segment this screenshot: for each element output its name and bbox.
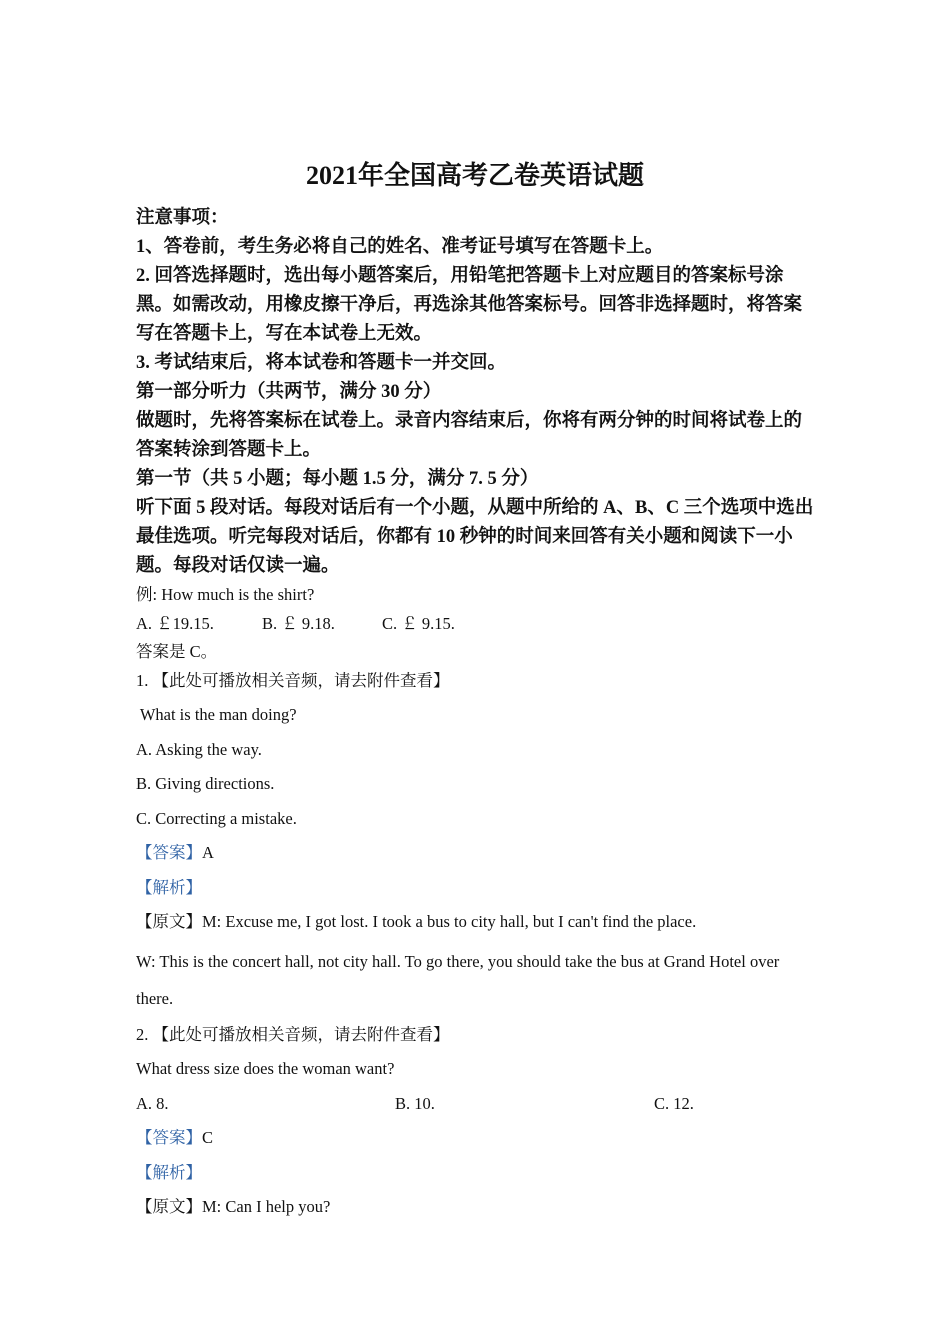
q2-options xyxy=(136,1090,820,1119)
example-question: 例: How much is the shirt? xyxy=(136,585,315,604)
q1-option-b: B. Giving directions. xyxy=(136,774,275,793)
q1-audio-note: 1. 【此处可播放相关音频，请去附件查看】 xyxy=(136,670,450,690)
q2-question: What dress size does the woman want? xyxy=(136,1059,395,1078)
q2-original-tag: 【原文】 xyxy=(136,1197,202,1216)
q1-question: What is the man doing? xyxy=(136,705,297,724)
q2-audio-note: 2. 【此处可播放相关音频，请去附件查看】 xyxy=(136,1024,450,1044)
q2-answer-line xyxy=(136,1124,820,1153)
part1-heading: 第一部分听力（共两节，满分 30 分） xyxy=(136,382,442,402)
example-options xyxy=(136,610,820,639)
q2-answer-tag: 【答案】 xyxy=(136,1128,202,1147)
q2-option-a: A. 8. xyxy=(136,1093,169,1113)
questions-body xyxy=(136,581,820,1222)
example-option-c: C. ￡ 9.15. xyxy=(382,613,455,633)
page-title: 2021年全国高考乙卷英语试题 xyxy=(305,161,644,190)
q2-analysis-tag: 【解析】 xyxy=(136,1162,202,1182)
notes-item-1: 1、答卷前，考生务必将自己的姓名、准考证号填写在答题卡上。 xyxy=(136,237,664,257)
instructions-block xyxy=(136,204,820,581)
q1-original-tag: 【原文】 xyxy=(136,912,202,931)
q1-option-c: C. Correcting a mistake. xyxy=(136,808,297,828)
q1-option-a: A. Asking the way. xyxy=(136,739,262,759)
q2-option-c: C. 12. xyxy=(654,1093,694,1113)
example-answer: 答案是 C。 xyxy=(136,642,218,661)
q1-answer-tag: 【答案】 xyxy=(136,843,202,862)
q1-answer-line xyxy=(136,839,820,868)
notes-heading: 注意事项： xyxy=(136,208,229,228)
q1-answer: A xyxy=(202,843,214,862)
notes-item-3: 3. 考试结束后，将本试卷和答题卡一并交回。 xyxy=(136,353,507,373)
q1-original-line1: M: Excuse me, I got lost. I took a bus to city hall, but I can't find the place. xyxy=(202,912,697,931)
notes-item-2: 2. 回答选择题时，选出每小题答案后，用铅笔把答题卡上对应题目的答案标号涂黑。如需改动，用橡皮擦干净后，再选涂其他答案标号。回答非选择题时，将答案写在答题卡上，写在本试卷上无效。 xyxy=(136,266,803,344)
section1-heading: 第一节（共 5 小题；每小题 1.5 分，满分 7. 5 分） xyxy=(136,469,539,489)
section1-instructions: 听下面 5 段对话。每段对话后有一个小题，从题中所给的 A、B、C 三个选项中选出最佳选项。听完每段对话后，你都有 10 秒钟的时间来回答有关小题和阅读下一小题。每段对话仅读一遍。 xyxy=(136,498,814,576)
example-option-b: B. ￡ 9.18. xyxy=(262,613,335,633)
q2-original-line1-row xyxy=(136,1193,820,1222)
q1-original-line2: W: This is the concert hall, not city hall. To go there, you should take the bus at Grand Hotel over there. xyxy=(136,951,780,1008)
part1-instructions: 做题时，先将答案标在试卷上。录音内容结束后，你将有两分钟的时间将试卷上的答案转涂到答题卡上。 xyxy=(136,411,803,460)
q2-original-line1: M: Can I help you? xyxy=(202,1197,331,1216)
example-option-a: A. ￡19.15. xyxy=(136,613,214,633)
q1-original-line1-row xyxy=(136,908,820,937)
q2-answer: C xyxy=(202,1128,214,1147)
q2-option-b: B. 10. xyxy=(395,1093,435,1113)
q1-analysis-tag: 【解析】 xyxy=(136,877,202,897)
